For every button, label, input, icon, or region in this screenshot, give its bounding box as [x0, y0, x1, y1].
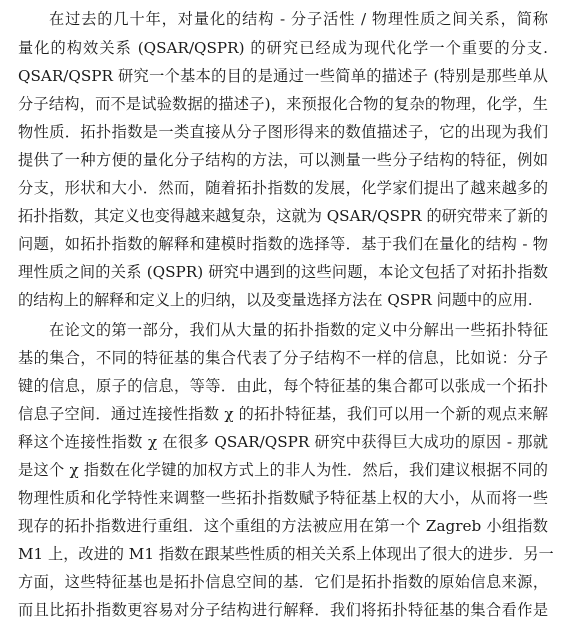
- text-line: 的结构上的解释和定义上的归纳，以及变量选择方法在 QSPR 问题中的应用.: [18, 291, 533, 309]
- text-line: 信息子空间．通过连接性指数 χ 的拓扑特征基，我们可以用一个新的观点来解: [18, 405, 548, 423]
- text-line: 分子结构，而不是试验数据的描述子)，来预报化合物的复杂的物理，化学，生: [18, 95, 548, 113]
- text-line: 基的集合，不同的特征基的集合代表了分子结构不一样的信息，比如说：分子: [18, 349, 548, 367]
- text-line: 键的信息，原子的信息，等等．由此，每个特征基的集合都可以张成一个拓扑: [18, 377, 548, 395]
- text-line: 拓扑指数，其定义也变得越来越复杂，这就为 QSAR/QSPR 的研究带来了新的: [18, 207, 548, 225]
- text-line: 而且比拓扑指数更容易对分子结构进行解释．我们将拓扑特征基的集合看作是: [18, 601, 548, 619]
- text-line: 理性质之间的关系 (QSPR) 研究中遇到的这些问题，本论文包括了对拓扑指数: [18, 263, 548, 281]
- text-line: 量化的构效关系 (QSAR/QSPR) 的研究已经成为现代化学一个重要的分支.: [18, 39, 548, 57]
- text-line: 释这个连接性指数 χ 在很多 QSAR/QSPR 研究中获得巨大成功的原因 - 那就: [18, 433, 548, 451]
- text-line: 问题，如拓扑指数的解释和建模时指数的选择等．基于我们在量化的结构 - 物: [18, 235, 548, 253]
- text-line: 现存的拓扑指数进行重组．这个重组的方法被应用在第一个 Zagreb 小组指数: [18, 517, 548, 535]
- text-line: 方面，这些特征基也是拓扑信息空间的基．它们是拓扑指数的原始信息来源，: [18, 573, 548, 591]
- text-line: 在论文的第一部分，我们从大量的拓扑指数的定义中分解出一些拓扑特征: [49, 321, 548, 339]
- text-line: M1 上，改进的 M1 指数在跟某些性质的相关关系上体现出了很大的进步．另一: [18, 545, 554, 563]
- text-line: QSAR/QSPR 研究一个基本的目的是通过一些简单的描述子 (特别是那些单从: [18, 67, 548, 85]
- text-line: 分支，形状和大小．然而，随着拓扑指数的发展，化学家们提出了越来越多的: [18, 179, 548, 197]
- text-line: 是这个 χ 指数在化学键的加权方式上的非人为性．然后，我们建议根据不同的: [18, 461, 548, 479]
- text-line: 在过去的几十年，对量化的结构 - 分子活性 / 物理性质之间关系，简称: [49, 10, 548, 28]
- text-line: 提供了一种方便的量化分子结构的方法，可以测量一些分子结构的特征，例如: [18, 151, 548, 169]
- text-line: 物理性质和化学特性来调整一些拓扑指数赋予特征基上权的大小，从而将一些: [18, 489, 548, 507]
- text-line: 物性质．拓扑指数是一类直接从分子图形得来的数值描述子，它的出现为我们: [18, 123, 548, 141]
